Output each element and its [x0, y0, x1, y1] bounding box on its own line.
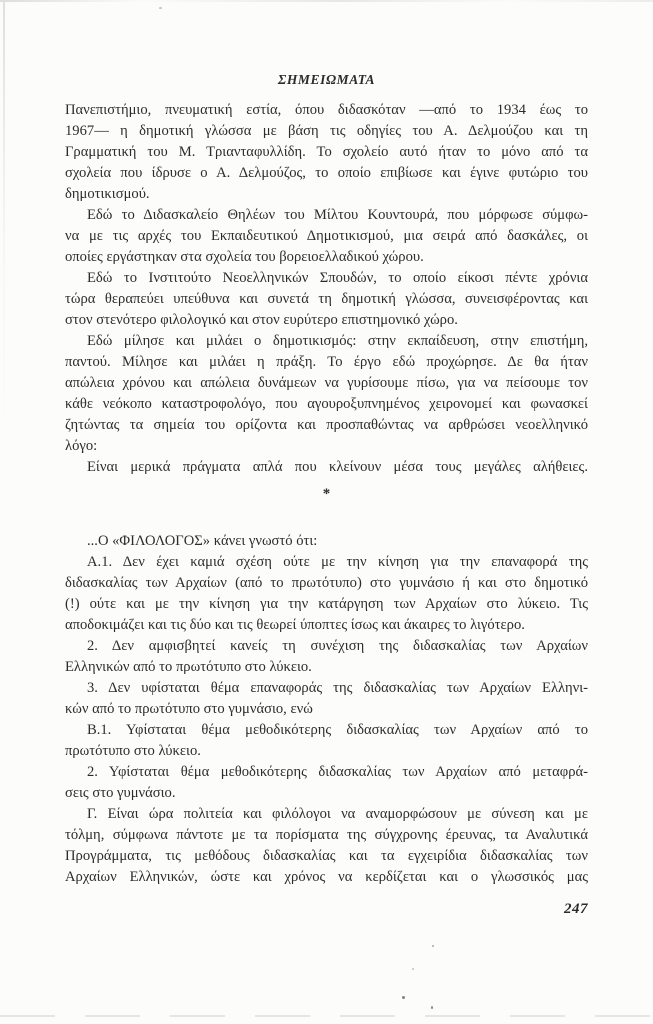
- scan-speck: [432, 945, 434, 947]
- text-line: στον στενότερο φιλολογικό και στον ευρύτερο επιστημονικό χώρο.: [65, 312, 458, 328]
- text-line: να με τις αρχές του Εκπαιδευτικού Δημοτικισμού, μια σειρά από δασκάλες, οι: [65, 228, 588, 244]
- paragraph: [65, 268, 588, 331]
- text-line: διδασκαλίας των Αρχαίων (από το πρωτότυπο) στο γυμνάσιο ή και στο δημοτικό: [65, 575, 588, 591]
- text-line: ζητώντας τα σημεία του ορίζοντα και προσπαθώντας να αρθρώσει νεοελληνικό: [65, 417, 588, 433]
- text-line: τώρα θεραπεύει υπεύθυνα και συνετά τη δημοτική γλώσσα, συνεισφέροντας και: [65, 291, 588, 307]
- text-line: Είναι μερικά πράγματα απλά που κλείνουν μέσα τους μεγάλες αλήθειες.: [87, 459, 588, 475]
- paragraph: [65, 457, 588, 478]
- paragraph: [65, 205, 588, 268]
- text-line: Εδώ το Ινστιτούτο Νεοελληνικών Σπουδών, το οποίο είκοσι πέντε χρόνια: [87, 270, 588, 286]
- text-line: Πανεπιστήμιο, πνευματική εστία, όπου διδασκόταν —από το 1934 έως το: [65, 102, 588, 118]
- text-line: οποίες εργάστηκαν στα σχολεία του βορειοελλαδικού χώρου.: [65, 249, 424, 265]
- scan-artifact-bottom-edge: [0, 1015, 653, 1017]
- scan-artifact-left-edge: [3, 2, 5, 442]
- text-line: πρωτότυπο στο λύκειο.: [65, 743, 201, 759]
- text-line: Εδώ το Διδασκαλείο Θηλέων του Μίλτου Κουντουρά, που μόρφωσε σύμφω-: [87, 207, 588, 223]
- page-number: 247: [564, 901, 588, 917]
- paragraph: [65, 552, 588, 636]
- text-line: λόγο:: [65, 438, 98, 454]
- scan-speck: [402, 996, 405, 999]
- section-separator: *: [322, 486, 331, 502]
- scan-artifact-top-edge: [0, 0, 653, 2]
- text-line: απώλεια χρόνου και απώλεια δυνάμεων να γυρίσουμε πίσω, για να πείσουμε τον: [65, 375, 588, 391]
- paragraph: [65, 636, 588, 678]
- text-line: 2. Δεν αμφισβητεί κανείς τη συνέχιση της διδασκαλίας των Αρχαίων: [87, 638, 588, 654]
- text-line: 3. Δεν υφίσταται θέμα επαναφοράς της διδασκαλίας των Αρχαίων Ελληνι-: [87, 680, 588, 696]
- text-line: 1967— η δημοτική γλώσσα με βάση τις οδηγίες του Α. Δελμούζου και τη: [65, 123, 588, 139]
- scan-speck: [159, 7, 162, 9]
- running-head: ΣΗΜΕΙΩΜΑΤΑ: [277, 72, 376, 87]
- paragraph: [65, 331, 588, 457]
- text-line: ...Ο «ΦΙΛΟΛΟΓΟΣ» κάνει γνωστό ότι:: [87, 533, 318, 549]
- paragraph: [65, 531, 588, 552]
- paragraph: [65, 678, 588, 720]
- text-line: Β.1. Υφίσταται θέμα μεθοδικότερης διδασκαλίας των Αρχαίων από το: [87, 722, 588, 738]
- text-line: αποδοκιμάζει και τις δύο και τις θεωρεί ύποπτες ίσως και άκαιρες το λιγότερο.: [65, 617, 525, 633]
- text-line: δημοτικισμού.: [65, 186, 150, 202]
- text-line: Ελληνικών από το πρωτότυπο στο λύκειο.: [65, 659, 312, 675]
- text-line: 2. Υφίσταται θέμα μεθοδικότερης διδασκαλίας των Αρχαίων από μεταφρά-: [87, 764, 588, 780]
- paragraph: [65, 762, 588, 804]
- paragraph: [65, 100, 588, 205]
- text-line: Εδώ μίλησε και μιλάει ο δημοτικισμός: στην εκπαίδευση, στην επιστήμη,: [87, 333, 588, 349]
- text-body: [65, 100, 588, 888]
- paragraph: [65, 720, 588, 762]
- text-line: Α.1. Δεν έχει καμιά σχέση ούτε με την κίνηση για την επαναφορά της: [87, 554, 588, 570]
- text-line: τόλμη, σύμφωνα πάντοτε με τα πορίσματα της σύγχρονης έρευνας, τα Αναλυτικά: [65, 827, 588, 843]
- text-line: σχολεία που ίδρυσε ο Α. Δελμούζος, το οποίο επιβίωσε και έγινε φυτώριο του: [65, 165, 588, 181]
- text-line: παντού. Μίλησε και μιλάει η πράξη. Το έργο εδώ προχώρησε. Δε θα ήταν: [65, 354, 588, 370]
- paragraph: [65, 804, 588, 888]
- scan-speck: [412, 968, 414, 970]
- text-line: Προγράμματα, τις μεθόδους διδασκαλίας και τα εγχειρίδια διδασκαλίας των: [65, 848, 588, 864]
- text-line: σεις στο γυμνάσιο.: [65, 785, 176, 801]
- text-line: κάθε νεόκοπο καταστροφολόγο, που αγουροξυπνημένος χειρονομεί και φωνασκεί: [65, 396, 588, 412]
- text-line: Γραμματική του Μ. Τριανταφυλλίδη. Το σχολείο αυτό ήταν το μόνο από τα: [65, 144, 588, 160]
- scan-speck: [431, 1006, 433, 1009]
- text-line: Αρχαίων Ελληνικών, ώστε και χρόνος να κερδίζεται και ο γλωσσικός μας: [65, 869, 588, 885]
- text-line: Γ. Είναι ώρα πολιτεία και φιλόλογοι να αναμορφώσουν με σύνεση και με: [87, 806, 588, 822]
- text-line: (!) ούτε και με την κίνηση για την κατάργηση των Αρχαίων στο λύκειο. Τις: [65, 596, 588, 612]
- text-line: κών από το πρωτότυπο στο γυμνάσιο, ενώ: [65, 701, 313, 717]
